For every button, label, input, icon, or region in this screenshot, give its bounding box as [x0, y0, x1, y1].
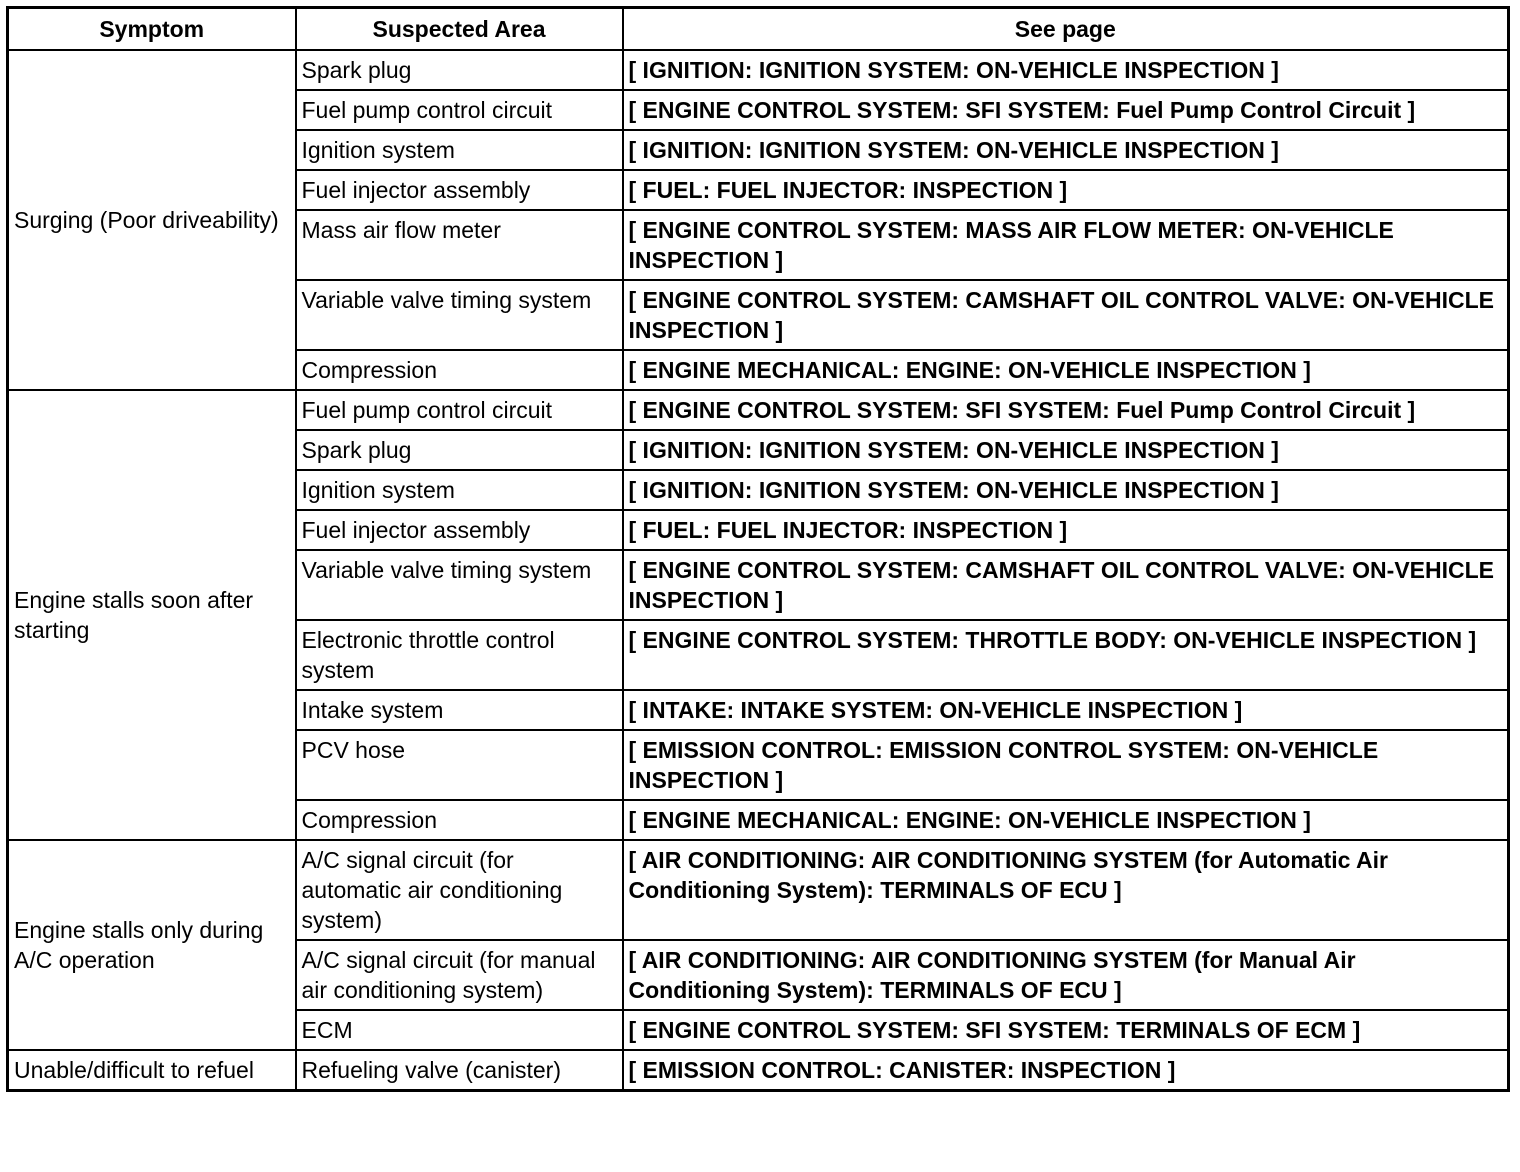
table-row: [8, 50, 1509, 90]
suspected-area-cell: Ignition system: [296, 470, 623, 510]
see-page-link[interactable]: [ ENGINE CONTROL SYSTEM: CAMSHAFT OIL CONTROL VALVE: ON-VEHICLE INSPECTION ]: [623, 550, 1509, 620]
see-page-link[interactable]: [ EMISSION CONTROL: EMISSION CONTROL SYSTEM: ON-VEHICLE INSPECTION ]: [623, 730, 1509, 800]
see-page-link[interactable]: [ FUEL: FUEL INJECTOR: INSPECTION ]: [623, 170, 1509, 210]
suspected-area-cell: Spark plug: [296, 430, 623, 470]
suspected-area-cell: Mass air flow meter: [296, 210, 623, 280]
suspected-area-cell: Fuel injector assembly: [296, 510, 623, 550]
suspected-area-cell: Spark plug: [296, 50, 623, 90]
see-page-link[interactable]: [ INTAKE: INTAKE SYSTEM: ON-VEHICLE INSPECTION ]: [623, 690, 1509, 730]
suspected-area-cell: Variable valve timing system: [296, 280, 623, 350]
see-page-link[interactable]: [ ENGINE CONTROL SYSTEM: MASS AIR FLOW METER: ON-VEHICLE INSPECTION ]: [623, 210, 1509, 280]
suspected-area-cell: Compression: [296, 350, 623, 390]
see-page-link[interactable]: [ FUEL: FUEL INJECTOR: INSPECTION ]: [623, 510, 1509, 550]
suspected-area-cell: Electronic throttle control system: [296, 620, 623, 690]
symptom-cell: Engine stalls only during A/C operation: [8, 840, 296, 1050]
see-page-link[interactable]: [ ENGINE CONTROL SYSTEM: THROTTLE BODY: ON-VEHICLE INSPECTION ]: [623, 620, 1509, 690]
table-row: [8, 1050, 1509, 1091]
suspected-area-cell: A/C signal circuit (for manual air conditioning system): [296, 940, 623, 1010]
see-page-link[interactable]: [ IGNITION: IGNITION SYSTEM: ON-VEHICLE INSPECTION ]: [623, 50, 1509, 90]
table-body: [8, 50, 1509, 1091]
suspected-area-cell: Compression: [296, 800, 623, 840]
see-page-link[interactable]: [ ENGINE CONTROL SYSTEM: SFI SYSTEM: TERMINALS OF ECM ]: [623, 1010, 1509, 1050]
suspected-area-cell: ECM: [296, 1010, 623, 1050]
suspected-area-cell: A/C signal circuit (for automatic air conditioning system): [296, 840, 623, 940]
table-row: [8, 840, 1509, 940]
see-page-link[interactable]: [ IGNITION: IGNITION SYSTEM: ON-VEHICLE INSPECTION ]: [623, 130, 1509, 170]
see-page-link[interactable]: [ ENGINE CONTROL SYSTEM: SFI SYSTEM: Fuel Pump Control Circuit ]: [623, 390, 1509, 430]
header-see-page: See page: [623, 8, 1509, 50]
suspected-area-cell: PCV hose: [296, 730, 623, 800]
see-page-link[interactable]: [ ENGINE MECHANICAL: ENGINE: ON-VEHICLE INSPECTION ]: [623, 350, 1509, 390]
suspected-area-cell: Refueling valve (canister): [296, 1050, 623, 1091]
see-page-link[interactable]: [ EMISSION CONTROL: CANISTER: INSPECTION ]: [623, 1050, 1509, 1091]
suspected-area-cell: Fuel pump control circuit: [296, 390, 623, 430]
see-page-link[interactable]: [ IGNITION: IGNITION SYSTEM: ON-VEHICLE INSPECTION ]: [623, 470, 1509, 510]
header-suspected-area: Suspected Area: [296, 8, 623, 50]
table-row: [8, 390, 1509, 430]
header-symptom: Symptom: [8, 8, 296, 50]
symptom-cell: Surging (Poor driveability): [8, 50, 296, 390]
symptom-cell: Unable/difficult to refuel: [8, 1050, 296, 1091]
see-page-link[interactable]: [ AIR CONDITIONING: AIR CONDITIONING SYSTEM (for Manual Air Conditioning System): TERMINALS OF ECU ]: [623, 940, 1509, 1010]
header-row: [8, 8, 1509, 50]
suspected-area-cell: Intake system: [296, 690, 623, 730]
symptom-cell: Engine stalls soon after starting: [8, 390, 296, 840]
see-page-link[interactable]: [ ENGINE CONTROL SYSTEM: SFI SYSTEM: Fuel Pump Control Circuit ]: [623, 90, 1509, 130]
see-page-link[interactable]: [ AIR CONDITIONING: AIR CONDITIONING SYSTEM (for Automatic Air Conditioning System): TERMINALS OF ECU ]: [623, 840, 1509, 940]
see-page-link[interactable]: [ IGNITION: IGNITION SYSTEM: ON-VEHICLE INSPECTION ]: [623, 430, 1509, 470]
symptom-table: [6, 6, 1510, 1092]
suspected-area-cell: Fuel pump control circuit: [296, 90, 623, 130]
see-page-link[interactable]: [ ENGINE MECHANICAL: ENGINE: ON-VEHICLE INSPECTION ]: [623, 800, 1509, 840]
suspected-area-cell: Fuel injector assembly: [296, 170, 623, 210]
suspected-area-cell: Variable valve timing system: [296, 550, 623, 620]
see-page-link[interactable]: [ ENGINE CONTROL SYSTEM: CAMSHAFT OIL CONTROL VALVE: ON-VEHICLE INSPECTION ]: [623, 280, 1509, 350]
suspected-area-cell: Ignition system: [296, 130, 623, 170]
